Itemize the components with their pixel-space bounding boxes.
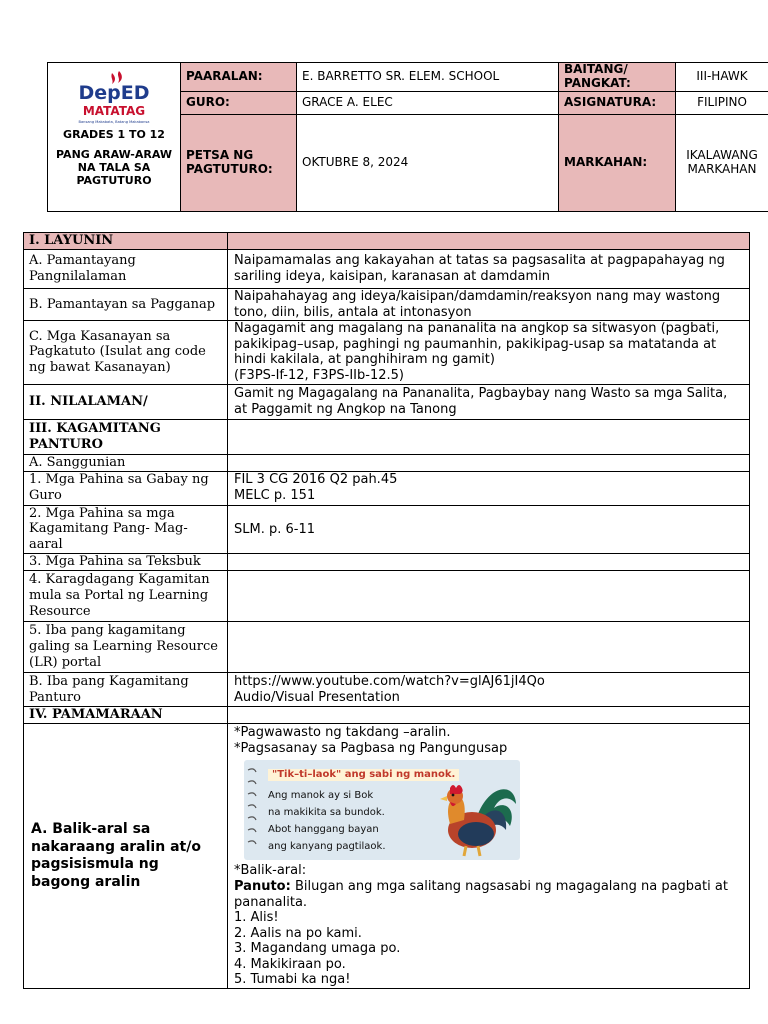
nilalaman-value: Gamit ng Magagalang na Pananalita, Pagbaybay nang Wasto sa mga Salita, at Paggamit ng Angkop na Tanong (228, 384, 750, 419)
table-row (24, 724, 750, 989)
asignatura-label: ASIGNATURA: (559, 91, 676, 114)
gabay-label: 1. Mga Pahina sa Gabay ng Guro (24, 471, 228, 505)
pamantayan-pagganap-label: B. Pamantayan sa Pagganap (24, 289, 228, 321)
balik-aral-label: A. Balik-aral sa nakaraang aralin at/o pagsisismula ng bagong aralin (24, 724, 228, 989)
matatag-text: MATATAG (82, 104, 146, 118)
table-row (24, 321, 750, 384)
kasanayan-value: Nagagamit ang magalang na pananalita na angkop sa sitwasyon (pagbati, pakikipag–usap, paghingi ng paumanhin, pakikipag-usap sa matatanda at hindi kakilala, at panghihiram ng gamit) (234, 321, 720, 368)
rooster-icon (420, 774, 520, 860)
balik-line-2: *Pagsasanay sa Pagbasa ng Pangungusap (234, 740, 508, 756)
asignatura-value: FILIPINO (676, 91, 768, 114)
sanggunian-label: A. Sanggunian (24, 454, 228, 471)
table-row (24, 419, 750, 454)
list-item: 4. Makikiraan po. (234, 956, 346, 972)
table-row (24, 505, 750, 554)
story-line: na makikita sa bundok. (268, 807, 385, 819)
table-row (24, 471, 750, 505)
guro-value: GRACE A. ELEC (297, 91, 559, 114)
petsa-label: PETSA NG PAGTUTURO: (181, 114, 297, 211)
story-line: ang kanyang pagtilaok. (268, 841, 386, 853)
list-item: 1. Alis! (234, 910, 279, 926)
grades-label: GRADES 1 TO 12 (63, 128, 165, 141)
kasanayan-label: C. Mga Kasanayan sa Pagkatuto (Isulat ang code ng bawat Kasanayan) (24, 321, 228, 384)
table-row (24, 673, 750, 707)
baitang-value: III-HAWK (676, 63, 768, 92)
pamantayan-pagganap-value: Naipahahayag ang ideya/kaisipan/damdamin/reaksyon nang may wastong tono, diin, bilis, antala at intonasyon (228, 289, 750, 321)
pamantayang-pangnilalaman-label: A. Pamantayang Pangnilalaman (24, 250, 228, 289)
kagamitan-heading: III. KAGAMITANG PANTURO (24, 419, 228, 454)
table-row (24, 384, 750, 419)
iba-label: B. Iba pang Kagamitang Panturo (24, 673, 228, 707)
karagdagan-label: 4. Karagdagang Kagamitan mula sa Portal ng Learning Resource (24, 571, 228, 622)
balik-aral-heading: *Balik-aral: (234, 863, 307, 879)
table-row (24, 554, 750, 571)
table-row (24, 250, 750, 289)
panuto-text: Bilugan ang mga salitang nagsasabi ng magagalang na pagbati at pananalita. (234, 878, 728, 910)
panuto-label: Panuto: (234, 878, 291, 894)
logo-cell (48, 63, 181, 212)
balik-aral-cell (228, 724, 750, 989)
pamamaraan-heading: IV. PAMAMARAAN (24, 707, 228, 724)
table-row (24, 289, 750, 321)
logo-tagline: Bansang Makabata, Batang Makabansa (78, 120, 150, 124)
pamantayang-pangnilalaman-value: Naipamamalas ang kakayahan at tatas sa pagsasalita at pagpapahayag ng sariling ideya, kaisipan, karanasan at damdamin (228, 250, 750, 289)
doc-title: PANG ARAW-ARAW NA TALA SA PAGTUTURO (56, 147, 172, 187)
panuto-paragraph (234, 879, 743, 910)
table-row (24, 571, 750, 622)
gabay-cell (228, 471, 750, 505)
section-pamamaraan (24, 707, 750, 724)
iba-cell (228, 673, 750, 707)
nilalaman-label: II. NILALAMAN/ (24, 384, 228, 419)
paaralan-label: PAARALAN: (181, 63, 297, 92)
story-line: Ang manok ay si Bok (268, 790, 374, 802)
iba-lr-label: 5. Iba pang kagamitang galing sa Learning Resource (LR) portal (24, 622, 228, 673)
lesson-plan-table (23, 232, 750, 989)
markahan-value: IKALAWANG MARKAHAN (676, 114, 768, 211)
paaralan-value: E. BARRETTO SR. ELEM. SCHOOL (297, 63, 559, 92)
notebook-spiral-icon (246, 766, 258, 854)
list-item: 3. Magandang umaga po. (234, 941, 401, 957)
iba-value-2: Audio/Visual Presentation (234, 689, 400, 705)
petsa-value: OKTUBRE 8, 2024 (297, 114, 559, 211)
layunin-heading: I. LAYUNIN (24, 233, 228, 250)
kasanayan-cell (228, 321, 750, 384)
deped-logo (72, 69, 156, 127)
gabay-value-1: FIL 3 CG 2016 Q2 pah.45 (234, 472, 398, 488)
youtube-link[interactable]: https://www.youtube.com/watch?v=glAJ61jI4Qo (234, 674, 545, 690)
pangmag-label: 2. Mga Pahina sa mga Kagamitang Pang- Mag- aaral (24, 505, 228, 554)
markahan-label: MARKAHAN: (559, 114, 676, 211)
section-layunin (24, 233, 750, 250)
table-row (24, 454, 750, 471)
list-item: 2. Aalis na po kami. (234, 925, 362, 941)
story-title: "Tik–ti–laok" ang sabi ng manok. (268, 769, 459, 781)
rooster-story-image (244, 760, 520, 860)
pangmag-value: SLM. p. 6-11 (228, 505, 750, 554)
kasanayan-code: (F3PS-If-12, F3PS-IIb-12.5) (234, 367, 404, 383)
balik-line-1: *Pagwawasto ng takdang –aralin. (234, 725, 451, 741)
story-line: Abot hanggang bayan (268, 824, 379, 836)
list-item: 5. Tumabi ka nga! (234, 972, 351, 988)
table-row (24, 622, 750, 673)
deped-brand: DepED (78, 82, 150, 104)
header-table (47, 62, 768, 212)
guro-label: GURO: (181, 91, 297, 114)
gabay-value-2: MELC p. 151 (234, 488, 316, 504)
teksbuk-label: 3. Mga Pahina sa Teksbuk (24, 554, 228, 571)
baitang-label: BAITANG/ PANGKAT: (559, 63, 676, 92)
